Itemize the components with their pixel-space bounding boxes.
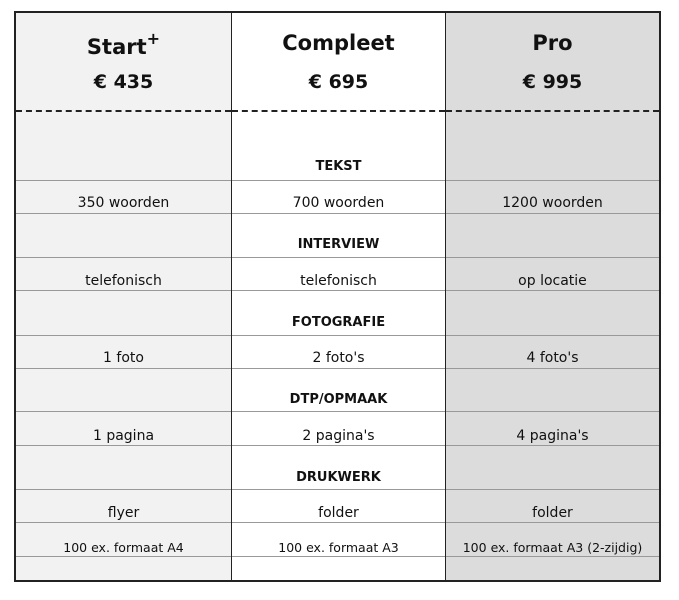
- plan-name-superscript: +: [146, 29, 161, 48]
- row-divider: [446, 411, 659, 412]
- oplage-value: 100 ex. formaat A3: [278, 540, 399, 555]
- row-divider: [232, 445, 445, 446]
- fotografie-value: 4 foto's: [526, 350, 579, 366]
- row-divider: [232, 290, 445, 291]
- row-divider: [16, 489, 231, 490]
- tekst-value: 1200 woorden: [502, 195, 603, 211]
- tekst-value: 700 woorden: [292, 195, 385, 211]
- row-divider: [232, 213, 445, 214]
- category-dtp: DTP/OPMAAK: [289, 392, 388, 407]
- row-divider: [446, 335, 659, 336]
- plan-price: € 695: [308, 71, 369, 93]
- plan-header: [232, 13, 445, 110]
- row-divider: [232, 522, 445, 523]
- row-divider: [16, 445, 231, 446]
- row-divider: [446, 290, 659, 291]
- interview-value: op locatie: [518, 273, 587, 289]
- tekst-value: 350 woorden: [77, 195, 170, 211]
- header-divider: [16, 110, 231, 112]
- interview-value: telefonisch: [300, 273, 377, 289]
- row-divider: [232, 556, 445, 557]
- plan-name: Compleet: [282, 31, 395, 55]
- row-divider: [446, 556, 659, 557]
- row-divider: [16, 290, 231, 291]
- row-divider: [232, 489, 445, 490]
- row-divider: [16, 180, 231, 181]
- plan-price: € 435: [93, 71, 154, 93]
- row-divider: [446, 257, 659, 258]
- drukwerk-value: folder: [318, 505, 359, 521]
- drukwerk-value: flyer: [107, 505, 140, 521]
- plan-header: [16, 13, 231, 110]
- row-divider: [446, 213, 659, 214]
- row-divider: [16, 556, 231, 557]
- drukwerk-value: folder: [532, 505, 573, 521]
- category-interview: INTERVIEW: [297, 237, 380, 252]
- row-divider: [446, 489, 659, 490]
- category-drukwerk: DRUKWERK: [296, 470, 381, 485]
- plan-name: Pro: [532, 31, 573, 55]
- row-divider: [446, 180, 659, 181]
- row-divider: [16, 335, 231, 336]
- row-divider: [232, 368, 445, 369]
- row-divider: [232, 411, 445, 412]
- category-fotografie: FOTOGRAFIE: [291, 315, 386, 330]
- category-tekst: TEKST: [315, 159, 362, 174]
- row-divider: [16, 368, 231, 369]
- pricing-table: [14, 11, 661, 582]
- row-divider: [232, 257, 445, 258]
- row-divider: [16, 522, 231, 523]
- dtp-value: 1 pagina: [92, 428, 155, 444]
- header-divider: [232, 110, 445, 112]
- row-divider: [16, 411, 231, 412]
- row-divider: [446, 522, 659, 523]
- row-divider: [446, 368, 659, 369]
- plan-name: Start+: [86, 29, 161, 59]
- row-divider: [232, 180, 445, 181]
- interview-value: telefonisch: [85, 273, 162, 289]
- plan-header: [446, 13, 659, 110]
- oplage-value: 100 ex. formaat A4: [63, 540, 184, 555]
- row-divider: [16, 257, 231, 258]
- dtp-value: 2 pagina's: [302, 428, 375, 444]
- row-divider: [446, 445, 659, 446]
- row-divider: [16, 213, 231, 214]
- header-divider: [446, 110, 659, 112]
- fotografie-value: 1 foto: [103, 350, 144, 366]
- plan-column-start: [16, 13, 231, 580]
- row-divider: [232, 335, 445, 336]
- plan-column-compleet: [231, 13, 446, 580]
- oplage-value: 100 ex. formaat A3 (2-zijdig): [462, 540, 643, 555]
- plan-price: € 995: [522, 71, 583, 93]
- fotografie-value: 2 foto's: [312, 350, 365, 366]
- plan-column-pro: [446, 13, 659, 580]
- dtp-value: 4 pagina's: [516, 428, 589, 444]
